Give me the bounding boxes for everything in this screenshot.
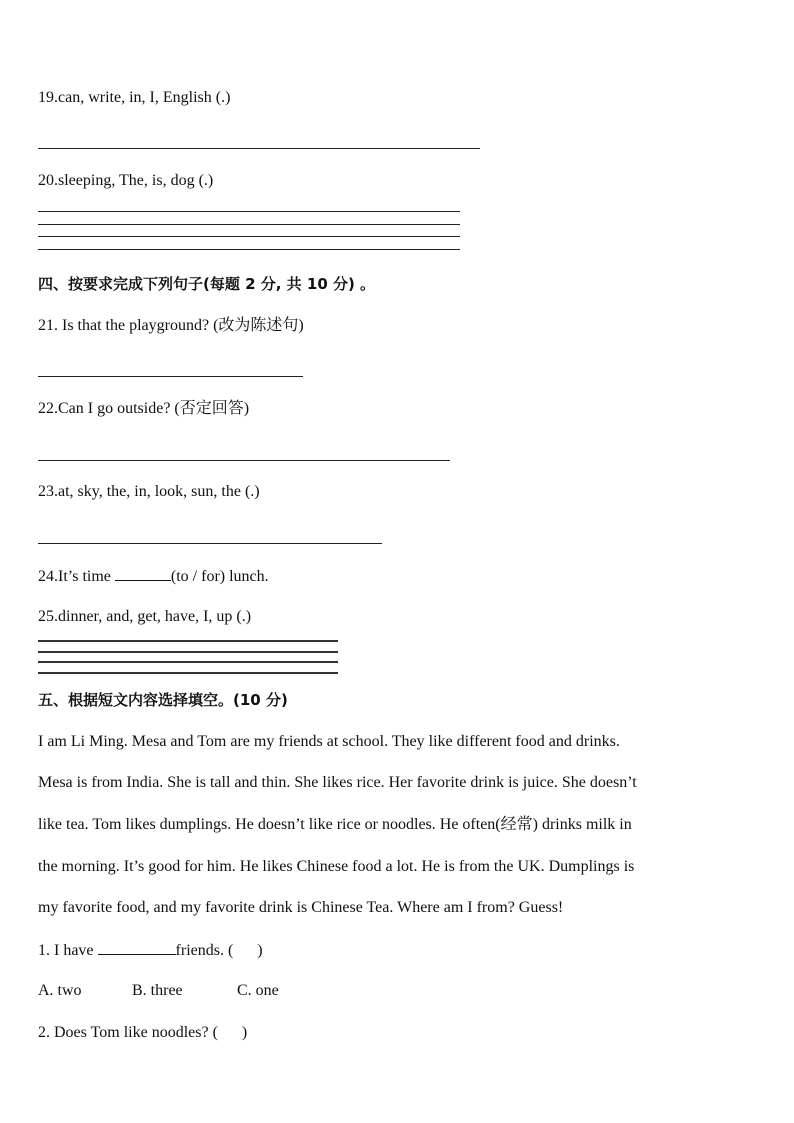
question-21: 21. Is that the playground? (改为陈述句) — [38, 317, 304, 334]
answer-line-22 — [38, 460, 450, 461]
answer-line-25d — [38, 672, 338, 674]
passage-line-4: the morning. It’s good for him. He likes Chinese food a lot. He is from the UK. Dumplings is — [38, 858, 635, 875]
question-25: 25.dinner, and, get, have, I, up (.) — [38, 608, 252, 625]
answer-line-20d — [38, 249, 460, 250]
question-24-suffix: (to / for) lunch. — [170, 568, 269, 585]
question-20: 20.sleeping, The, is, dog (.) — [38, 172, 214, 189]
mc-question-1 — [38, 940, 263, 961]
passage-line-2: Mesa is from India. She is tall and thin. She likes rice. Her favorite drink is juice. She doesn’t — [38, 774, 637, 791]
question-24 — [38, 566, 269, 587]
mc-question-2 — [38, 1023, 247, 1043]
answer-line-19 — [38, 148, 480, 149]
answer-line-25c — [38, 661, 338, 663]
section-4-title: 四、按要求完成下列句子(每题 2 分, 共 10 分) 。 — [38, 275, 376, 293]
mc-1-stem-suffix: friends. ( — [175, 942, 234, 959]
question-22: 22.Can I go outside? (否定回答) — [38, 400, 250, 417]
mc-1-stem-prefix: 1. I have — [38, 942, 98, 959]
answer-line-25a — [38, 640, 338, 642]
mc-1-close-paren: ) — [257, 942, 263, 959]
mc-1-options — [38, 981, 279, 1001]
answer-line-25b — [38, 651, 338, 653]
fill-blank-24[interactable] — [115, 566, 171, 581]
question-24-prefix: 24.It’s time — [38, 568, 115, 585]
answer-line-20a — [38, 211, 460, 212]
question-23: 23.at, sky, the, in, look, sun, the (.) — [38, 483, 260, 500]
option-c[interactable]: C. one — [237, 982, 279, 999]
passage-line-5: my favorite food, and my favorite drink is Chinese Tea. Where am I from? Guess! — [38, 899, 564, 916]
option-a[interactable]: A. two — [38, 982, 82, 999]
option-b[interactable]: B. three — [132, 982, 183, 999]
mc-2-stem: 2. Does Tom like noodles? ( — [38, 1024, 218, 1041]
passage-line-3: like tea. Tom likes dumplings. He doesn’t like rice or noodles. He often(经常) drinks milk in — [38, 816, 632, 833]
answer-line-23 — [38, 543, 382, 544]
answer-line-20c — [38, 236, 460, 237]
section-5-title: 五、根据短文内容选择填空。(10 分) — [38, 691, 288, 709]
answer-line-20b — [38, 224, 460, 225]
passage-line-1: I am Li Ming. Mesa and Tom are my friends at school. They like different food and drinks. — [38, 733, 620, 750]
answer-line-21 — [38, 376, 303, 377]
mc-2-close-paren: ) — [241, 1024, 248, 1041]
question-19: 19.can, write, in, I, English (.) — [38, 89, 231, 106]
fill-blank-mc-1[interactable] — [98, 940, 176, 955]
